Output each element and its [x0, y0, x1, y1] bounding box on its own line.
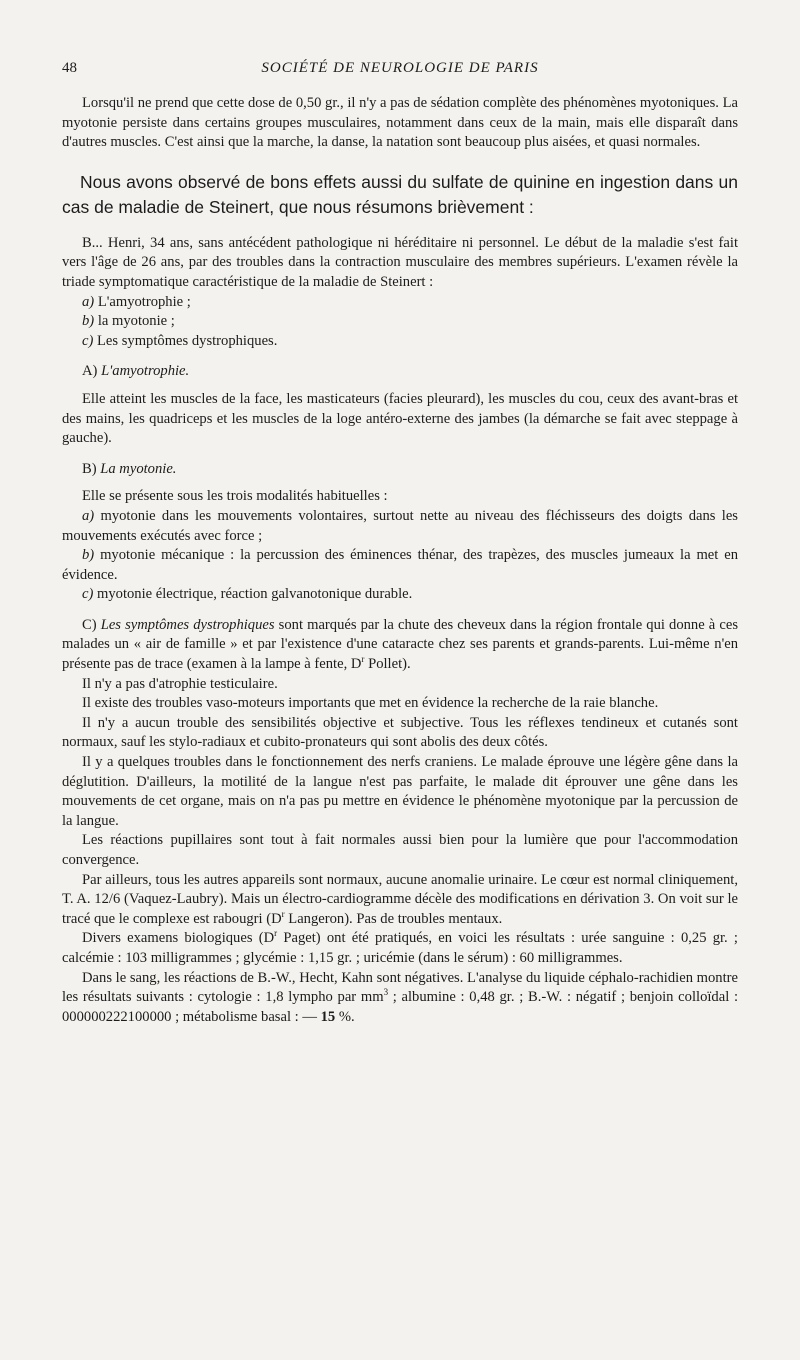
paragraph: Dans le sang, les réactions de B.-W., Hecht, Kahn sont négatives. L'analyse du liquide céphalo-rachidien montre les résultats suivants : cytologie : 1,8 lympho par $mm^3$ ; albumine : 0,48 gr. ; B.-W. : négatif ; benjoin colloïdal : 000000222100000 ; métabolisme basal : — 15 %.: [62, 969, 738, 1025]
paragraph: Il existe des troubles vaso-moteurs importants que met en évidence la recherche de la raie blanche.: [82, 695, 659, 712]
paragraph: Elle atteint les muscles de la face, les masticateurs (facies pleurard), les muscles du cou, ceux des avant-bras et des mains, les quadriceps et les muscles de la loge antéro-externe des jambes (la démarche se fait avec steppage à gauche).: [62, 390, 738, 447]
list-item: b) la myotonie ;: [82, 313, 175, 330]
list-item: c) myotonie électrique, réaction galvanotonique durable.: [82, 586, 413, 603]
page-number: 48: [62, 60, 77, 76]
section-heading: B) La myotonie.: [82, 460, 177, 477]
paragraph: Il n'y a aucun trouble des sensibilités objective et subjective. Tous les réflexes tendineux et cutanés sont normaux, sauf les stylo-radiaux et cubito-pronateurs qui sont abolis des deux côtés.: [62, 714, 738, 751]
list-marker: a): [82, 293, 95, 310]
section-heading: Les symptômes dystrophiques: [100, 616, 275, 633]
paragraph: Les réactions pupillaires sont tout à fait normales aussi bien pour la lumière que pour l'accommodation convergence.: [62, 832, 738, 868]
list-item: b) myotonie mécanique : la percussion des éminences thénar, des trapèzes, des muscles jumeaux la met en évidence.: [62, 547, 738, 583]
list-item: a) L'amyotrophie ;: [82, 293, 191, 310]
paragraph: C) Les symptômes dystrophiques sont marqués par la chute des cheveux dans la région frontale qui donne à ces malades un « air de famille » et par l'existence d'une cataracte chez ses parents et grands-parents. Lui-même n'en présente pas de trace (examen à la lampe à fente, $D^r$ Pollet).: [62, 616, 739, 673]
list-marker: b): [82, 313, 95, 330]
paragraph: Divers examens biologiques ($D^r$ Paget) ont été pratiqués, en voici les résultats : urée sanguine : 0,25 gr. ; calcémie : 103 milligrammes ; glycémie : 1,15 gr. ; uricémie (dans le sérum) : 60 milligrammes.: [62, 928, 738, 966]
paragraph: Lorsqu'il ne prend que cette dose de 0,50 gr., il n'y a pas de sédation complète des phénomènes myotoniques. La myotonie persiste dans certains groupes musculaires, notamment dans ceux de la main, mais elle disparaît dans d'autres muscles. C'est ainsi que la marche, la danse, la natation sont beaucoup plus aisées, et quasi normales.: [62, 95, 738, 151]
paragraph: Il n'y a pas d'atrophie testiculaire.: [82, 675, 278, 692]
paragraph: Il y a quelques troubles dans le fonctionnement des nerfs craniens. Le malade éprouve une légère gêne dans la déglutition. D'ailleurs, la motilité de la langue n'est pas parfaite, le malade dit éprouver une gêne dans les mouvements de cet organe, mais on n'a pas pu mettre en évidence le phénomène myotonique par la percussion de la langue.: [62, 754, 738, 829]
paragraph: B... Henri, 34 ans, sans antécédent pathologique ni héréditaire ni personnel. Le début de la maladie s'est fait vers l'âge de 26 ans, par des troubles dans la contraction musculaire des membres supérieurs. L'examen révèle la triade symptomatique caractéristique de la maladie de Steinert :: [62, 234, 738, 290]
list-marker: c): [82, 332, 94, 349]
page-header: [62, 60, 738, 84]
list-item: a) myotonie dans les mouvements volontaires, surtout nette au niveau des fléchisseurs des doigts dans les mouvements exécutés avec force ;: [62, 507, 738, 544]
lead-paragraph: Nous avons observé de bons effets aussi du sulfate de quinine en ingestion dans un cas de maladie de Steinert, que nous résumons brièvement :: [62, 171, 738, 217]
running-title: SOCIÉTÉ DE NEUROLOGIE DE PARIS: [261, 60, 539, 76]
section-heading: A) L'amyotrophie.: [82, 363, 190, 380]
list-item: c) Les symptômes dystrophiques.: [82, 332, 278, 349]
paragraph: Elle se présente sous les trois modalités habituelles :: [82, 488, 388, 505]
article-body: [62, 94, 738, 1027]
paragraph: Par ailleurs, tous les autres appareils sont normaux, aucune anomalie urinaire. Le cœur est normal cliniquement, T. A. 12/6 (Vaquez-Laubry). Mais un électro-cardiogramme décèle des modifications en dérivation 3. On voit sur le tracé que le complexe est rabougri ($D^r$ Langeron). Pas de troubles mentaux.: [62, 871, 738, 927]
